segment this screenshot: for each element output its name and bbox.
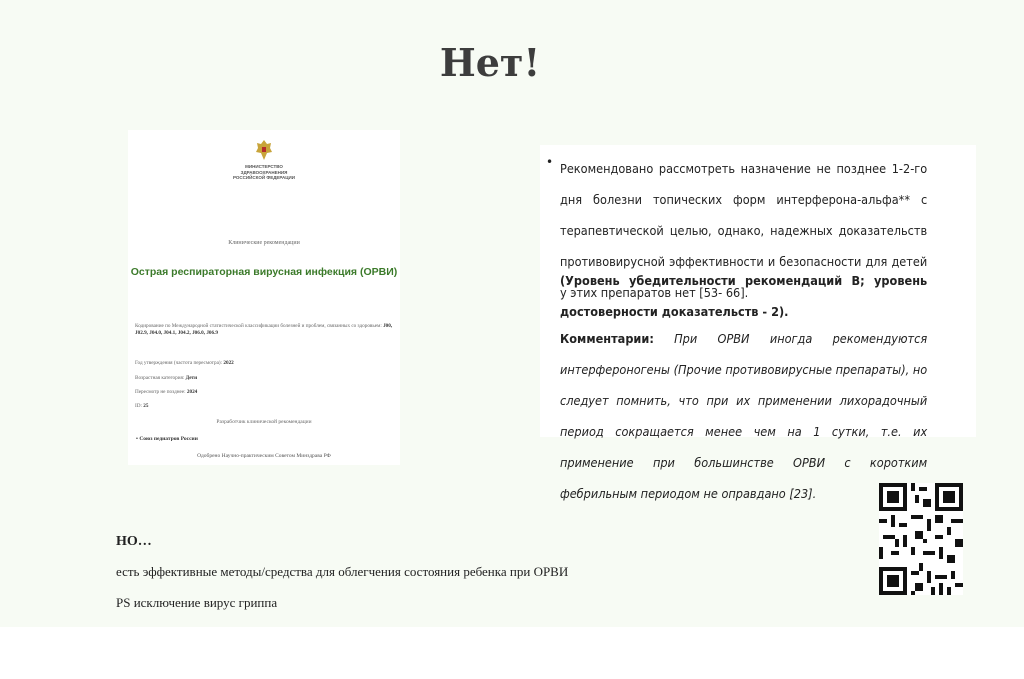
document-title: Острая респираторная вирусная инфекция (ОРВИ) [130, 266, 398, 278]
review-value: 2024 [186, 389, 198, 395]
age-value: Дети [185, 375, 198, 381]
year-label: Год утверждения (частота пересмотра): [135, 360, 223, 366]
review-row [135, 389, 397, 396]
qr-code-icon[interactable] [879, 483, 963, 595]
ministry-name: МИНИСТЕРСТВО ЗДРАВООХРАНЕНИЯ РОССИЙСКОЙ ФЕДЕРАЦИИ [232, 164, 296, 180]
developer-name: • Союз педиатров России [136, 436, 198, 442]
slide-title: Нет! [439, 40, 541, 85]
year-value: 2022 [223, 360, 234, 366]
bullet-point: • [546, 155, 554, 169]
comment-text: При ОРВИ иногда рекомендуются интерфероногены (Прочие противовирусные препараты), но следует помнить, что при их применении лихорадочный период сокращается менее чем на 1 сутки, т.е. их применение при большинстве ОРВИ с коротким фебрильным периодом не оправдано [23]. [560, 331, 928, 501]
comment-block [560, 323, 927, 509]
id-row [135, 403, 397, 410]
year-row [135, 360, 397, 367]
but-heading: НО… [116, 534, 152, 549]
coding-value: J00, J02.9, J04.0, J04.1, J04.2, J06.0, J06.9 [135, 323, 393, 336]
influenza-exception-text: PS исключение вирус гриппа [116, 595, 278, 610]
section-label: Клинические рекомендации [228, 240, 300, 246]
recommendation-excerpt [540, 145, 976, 501]
developer-label: Разработчик клинической рекомендации [216, 419, 312, 425]
coding-row [135, 323, 397, 337]
coat-of-arms-icon [254, 138, 274, 162]
effective-methods-text: есть эффективные методы/средства для облегчения состояния ребенка при ОРВИ [116, 564, 569, 579]
id-value: 25 [143, 403, 149, 409]
clinical-guideline-cover [128, 130, 400, 465]
recommendation-text: Рекомендовано рассмотреть назначение не позднее 1-2-го дня болезни топических форм интерферона-альфа** с терапевтической целью, однако, надежных доказательств противовирусной эффективности и безопасности для детей у этих препаратов нет [53- 66]. [560, 161, 928, 300]
age-label: Возрастная категория: [135, 375, 185, 381]
id-label: ID: [135, 403, 142, 409]
approval-note: Одобрено Научно-практическим Советом Минздрава РФ [197, 453, 331, 459]
review-label: Пересмотр не позднее: [135, 389, 186, 395]
comment-label: Комментарии: [560, 331, 654, 346]
age-row [135, 375, 397, 382]
coding-label: Кодирование по Международной статистической классификации болезней и проблем, связанных со здоровьем: [135, 323, 382, 329]
evidence-level: (Уровень убедительности рекомендаций B; уровень достоверности доказательств - 2). [560, 273, 928, 319]
